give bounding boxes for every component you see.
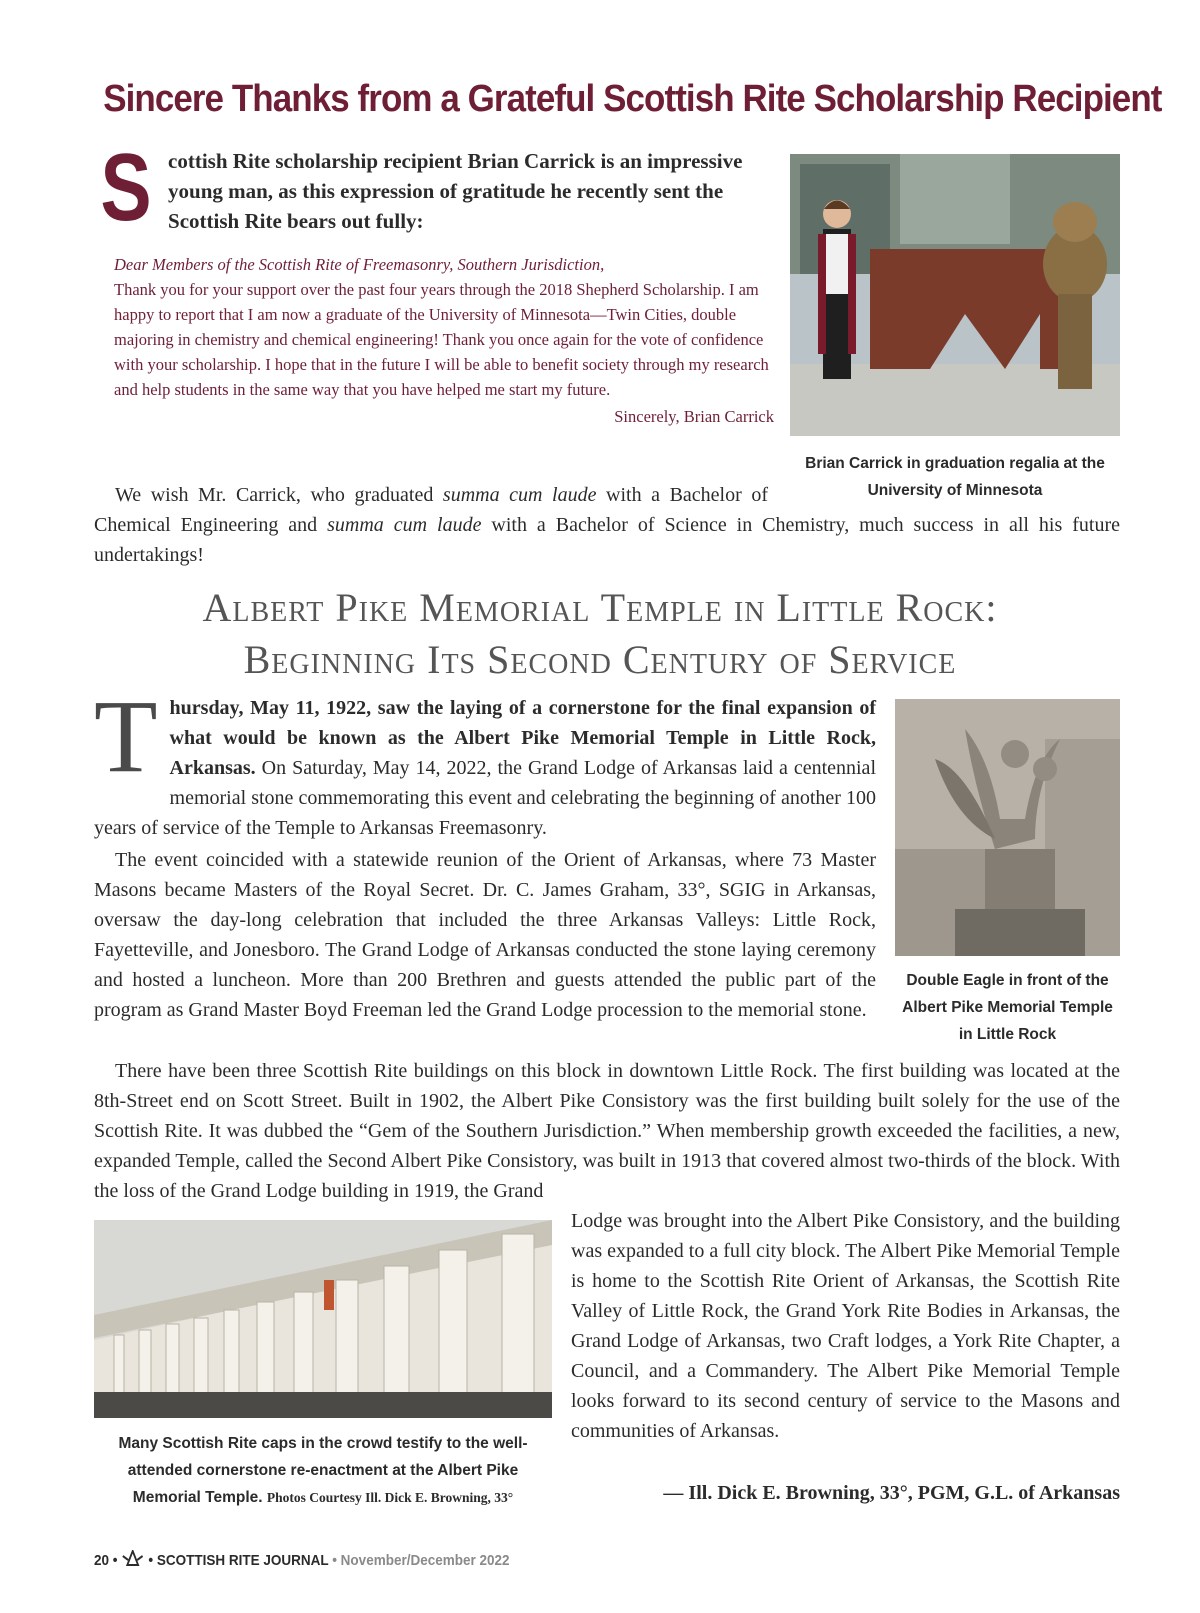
letter-signoff: Sincerely, Brian Carrick [614, 407, 774, 426]
article1-intro-text: cottish Rite scholarship recipient Brian Carrick is an impressive young man, as this expression of gratitude he recently sent the Scottish Rite bears out fully: [168, 149, 743, 233]
journal-name: SCOTTISH RITE JOURNAL [156, 1552, 329, 1569]
article2-dropcap: T [94, 679, 158, 794]
crowd-caption-text: Many Scottish Rite caps in the crowd testify to the well-attended cornerstone re-enactment at the Albert Pike Memorial Temple. [118, 1435, 528, 1506]
footer-bullet-1: • [112, 1552, 118, 1569]
issue-date: November/December 2022 [340, 1552, 510, 1569]
article1-title: Sincere Thanks from a Grateful Scottish Rite Scholarship Recipient [103, 78, 1162, 120]
letter-body: Thank you for your support over the past four years through the 2018 Shepherd Scholarship. I am happy to report that I am now a graduate of the University of Minnesota—Twin Cities, double majoring in chemistry and chemical engineering! Thank you once again for the vote of confidence with your scholarship. I hope that in the future I will be able to benefit society through my research and help students in the same way that you have helped me start my future. [114, 280, 769, 399]
crowd-temple-photo [94, 1220, 552, 1418]
crowd-caption [94, 1430, 552, 1511]
double-headed-eagle-icon [121, 1550, 144, 1568]
article2-para3b: Lodge was brought into the Albert Pike Consistory, and the building was expanded to a full city block. The Albert Pike Memorial Temple is home to the Scottish Rite Orient of Arkansas, the Scottish Rite Valley of Little Rock, the Grand York Rite Bodies in Arkansas, the Grand Lodge of Arkansas, two Craft lodges, a York Rite Chapter, a Council, and a Commandery. The Albert Pike Memorial Temple looks forward to its second century of service to the Masons and communities of Arkansas. [571, 1210, 1120, 1442]
article2-para3a: There have been three Scottish Rite buildings on this block in downtown Little Rock. The first building was located at the 8th-Street end on Scott Street. Built in 1902, the Albert Pike Consistory was the first building built solely for the use of the Scottish Rite. It was dubbed the “Gem of the Southern Jurisdiction.” When membership growth exceeded the facilities, a new, expanded Temple, called the Second Albert Pike Consistory, was built in 1913 that covered almost two-thirds of the block. With the loss of the Grand Lodge building in 1919, the Grand [94, 1060, 1120, 1202]
letter-salutation: Dear Members of the Scottish Rite of Freemasonry, Southern Jurisdiction, [114, 255, 605, 274]
closing-emphasis-1: summa cum laude [442, 484, 597, 506]
article2-title [60, 582, 1140, 686]
page-number: 20 [94, 1552, 110, 1569]
temple-illustration [94, 1220, 552, 1418]
article2-lead-rest: On Saturday, May 14, 2022, the Grand Lodge of Arkansas laid a centennial memorial stone commemorating this event and celebrating the beginning of another 100 years of service of the Temple to Arkansas Freemasonry. [94, 757, 876, 839]
page-footer [94, 1550, 510, 1569]
article1-intro [94, 134, 774, 241]
article1-closing [94, 480, 1120, 570]
graduation-photo-illustration [790, 154, 1120, 436]
eagle-caption: Double Eagle in front of the Albert Pike Memorial Temple in Little Rock [902, 972, 1113, 1043]
photo-credit: Photos Courtesy Ill. Dick E. Browning, 33° [266, 1490, 514, 1505]
article2-signature: — Ill. Dick E. Browning, 33°, PGM, G.L. of Arkansas [663, 1482, 1120, 1504]
article2-lead [94, 679, 876, 843]
scholarship-letter [114, 252, 774, 429]
article2-para2: The event coincided with a statewide reunion of the Orient of Arkansas, where 73 Master Masons became Masters of the Royal Secret. Dr. C. James Graham, 33°, SGIG in Arkansas, oversaw the day-long celebration that included the three Arkansas Valleys: Little Rock, Fayetteville, and Jonesboro. The Grand Lodge of Arkansas conducted the stone laying ceremony and hosted a luncheon. More than 200 Brethren and guests attended the public part of the program as Grand Master Boyd Freeman led the Grand Lodge procession to the memorial stone. [94, 849, 876, 1021]
article2-lead-bold: hursday, May 11, 1922, saw the laying of a cornerstone for the final expansion of what would be known as the Albert Pike Memorial Temple in Little Rock, Arkansas. [169, 697, 876, 779]
footer-bullet-2: • [148, 1552, 154, 1569]
brian-carrick-caption: Brian Carrick in graduation regalia at the University of Minnesota [805, 455, 1105, 499]
closing-text-2: with a Bachelor of Chemical Engineering and [94, 484, 768, 536]
caption-spacer [768, 480, 1120, 510]
eagle-illustration [895, 699, 1120, 956]
article1-dropcap: S [100, 134, 152, 241]
double-eagle-photo [895, 699, 1120, 956]
article2-title-line1: Albert Pike Memorial Temple in Little Rock: [202, 585, 998, 630]
footer-bullet-3: • [332, 1552, 337, 1569]
closing-emphasis-2: summa cum laude [327, 514, 482, 536]
closing-text-1: We wish Mr. Carrick, who graduated [115, 484, 443, 506]
closing-text-3: with a Bachelor of Science in Chemistry, much success in all his future undertakings! [94, 514, 1120, 566]
article2-title-line2: Beginning Its Second Century of Service [243, 637, 957, 682]
brian-carrick-photo [790, 154, 1120, 436]
